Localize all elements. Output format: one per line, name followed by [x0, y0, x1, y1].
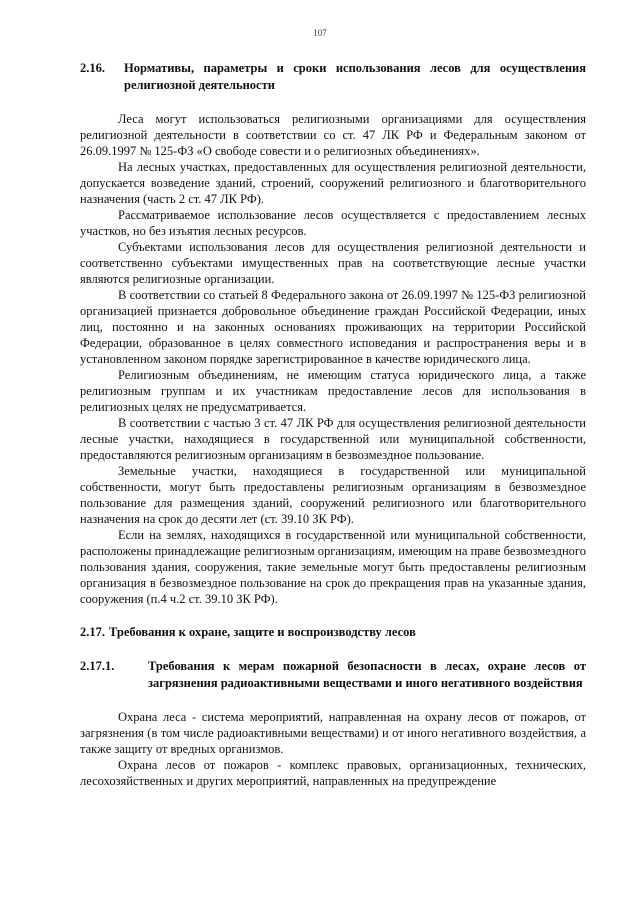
section-title: Требования к охране, защите и воспроизводству лесов: [109, 625, 416, 639]
section-heading-2-17-1: [80, 658, 586, 692]
page-content: [80, 60, 586, 789]
paragraph: Охрана лесов от пожаров - комплекс правовых, организационных, технических, лесохозяйственных и других мероприятий, направленных на предупреждение: [80, 758, 586, 788]
section-number: 2.16.: [80, 61, 105, 75]
paragraph: Леса могут использоваться религиозными организациями для осуществления религиозной деятельности в соответствии со ст. 47 ЛК РФ и Федеральным законом от 26.09.1997 № 125-ФЗ «О свободе совести и о религиозных объединениях».: [80, 112, 586, 158]
section-heading-2-17: [80, 624, 586, 641]
paragraph: Рассматриваемое использование лесов осуществляется с предоставлением лесных участков, но без изъятия лесных ресурсов.: [80, 208, 586, 238]
section-title: Нормативы, параметры и сроки использования лесов для осуществления религиозной деятельности: [124, 61, 586, 92]
section-title: Требования к мерам пожарной безопасности в лесах, охране лесов от загрязнения радиоактивными веществами и иного негативного воздействия: [148, 659, 586, 690]
section-number: 2.17.1.: [80, 659, 115, 673]
paragraph: Субъектами использования лесов для осуществления религиозной деятельности и соответственно субъектами имущественных прав на соответствующие лесные участки являются религиозные организации.: [80, 240, 586, 286]
paragraph: Религиозным объединениям, не имеющим статуса юридического лица, а также религиозным группам и их участникам предоставление лесов для использования в религиозных целях не предусматривается.: [80, 368, 586, 414]
section-heading-2-16: [80, 60, 586, 94]
paragraph: В соответствии со статьей 8 Федерального закона от 26.09.1997 № 125-ФЗ религиозной организацией признается добровольное объединение граждан Российской Федерации, иных лиц, постоянно и на законных основаниях проживающих на территории Российской Федерации, образованное в целях совместного исповедания и распространения веры и в установленном законом порядке зарегистрированное в качестве юридического лица.: [80, 288, 586, 366]
paragraph: В соответствии с частью 3 ст. 47 ЛК РФ для осуществления религиозной деятельности лесные участки, находящиеся в государственной или муниципальной собственности, предоставляются религиозным организациям в безвозмездное пользование.: [80, 416, 586, 462]
paragraph: Охрана леса - система мероприятий, направленная на охрану лесов от пожаров, от загрязнения (в том числе радиоактивными веществами) и от иного негативного воздействия, а также защиту от вредных организмов.: [80, 710, 586, 756]
paragraph: Земельные участки, находящиеся в государственной или муниципальной собственности, могут быть предоставлены религиозным организациям в безвозмездное пользование для размещения зданий, сооружений религиозного или благотворительного назначения на срок до десяти лет (ст. 39.10 ЗК РФ).: [80, 464, 586, 526]
paragraph: Если на землях, находящихся в государственной или муниципальной собственности, расположены принадлежащие религиозным организациям, имеющим на праве безвозмездного пользования здания, сооружения, такие земельные могут быть предоставлены религиозным организация в безвозмездное пользование на срок до прекращения прав на указанные здания, сооружения (п.4 ч.2 ст. 39.10 ЗК РФ).: [80, 528, 586, 606]
page-number: 107: [313, 28, 327, 38]
paragraph: На лесных участках, предоставленных для осуществления религиозной деятельности, допускается возведение зданий, строений, сооружений религиозного и благотворительного назначения (часть 2 ст. 47 ЛК РФ).: [80, 160, 586, 206]
section-number: 2.17.: [80, 625, 105, 639]
